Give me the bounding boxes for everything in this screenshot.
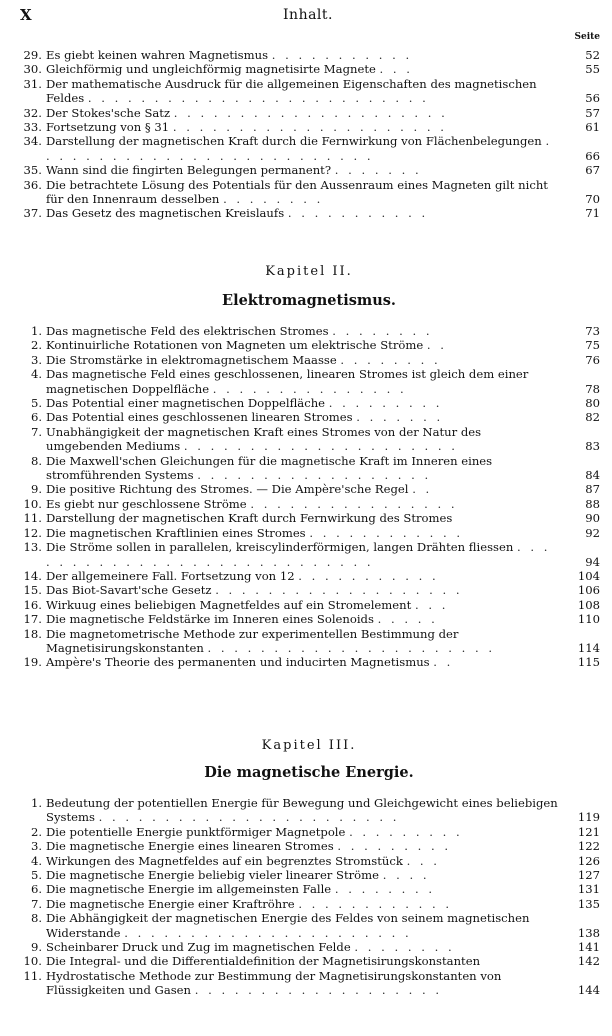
toc-entry — [18, 206, 600, 220]
page-number: X — [20, 6, 32, 24]
toc-entry — [18, 410, 600, 424]
chapter-3-header — [18, 734, 600, 804]
entry-number: 12. — [23, 525, 42, 540]
entry-title: Kontinuirliche Rotationen von Magneten um elektrische Ströme — [46, 338, 424, 353]
entry-page-number: 55 — [585, 62, 600, 77]
entry-page-number: 78 — [585, 381, 600, 396]
entry-body — [46, 163, 600, 177]
entry-body — [46, 338, 600, 352]
leader-dots: . . . . . . . . . . . . . . . . . . . . . . — [124, 925, 412, 940]
entry-number: 37. — [23, 206, 42, 221]
entry-body — [46, 897, 600, 911]
entry-title: Das Potential eines geschlossenen linearen Stromes — [46, 410, 353, 425]
leader-dots: . . . . . . . — [356, 410, 444, 425]
leader-dots: . . . — [379, 62, 413, 77]
toc-entry — [18, 425, 600, 454]
entry-body — [46, 120, 600, 134]
entry-body — [46, 598, 600, 612]
entry-page-number: 119 — [577, 810, 600, 825]
entry-body — [46, 854, 600, 868]
toc-entry — [18, 897, 600, 911]
entry-page-number: 114 — [577, 640, 600, 655]
entry-page-number: 141 — [577, 940, 600, 955]
entry-number: 6. — [30, 410, 42, 425]
entry-page-number: 126 — [577, 853, 600, 868]
entry-page-number: 110 — [577, 612, 600, 627]
toc-entry — [18, 598, 600, 612]
toc-entry — [18, 482, 600, 496]
entry-title: Die magnetische Energie im allgemeinsten Falle — [46, 882, 332, 897]
leader-dots: . . . . . . . . . . . . . . . . . . . . . — [173, 105, 448, 120]
entry-body — [46, 410, 600, 424]
entry-body — [46, 511, 600, 525]
entry-number: 36. — [23, 177, 42, 192]
entry-body — [46, 353, 600, 367]
leader-dots: . . . . . . . . . . . . — [298, 896, 453, 911]
entry-page-number: 87 — [585, 482, 600, 497]
entry-number: 11. — [23, 968, 42, 983]
entry-title: Die positive Richtung des Stromes. — Die Ampère'sche Regel — [46, 482, 409, 497]
leader-dots: . . — [433, 655, 454, 670]
entry-page-number: 83 — [585, 439, 600, 454]
entry-body — [46, 48, 600, 62]
entry-number: 5. — [30, 396, 42, 411]
entry-number: 19. — [23, 655, 42, 670]
entry-page-number: 84 — [585, 468, 600, 483]
chapter-title: Die magnetische Energie. — [204, 764, 414, 781]
entry-number: 4. — [30, 853, 42, 868]
entry-page-number: 61 — [585, 120, 600, 135]
toc-entry — [18, 48, 600, 62]
leader-dots: . . . . . . . . — [340, 352, 441, 367]
entry-page-number: 144 — [577, 983, 600, 998]
entry-page-number: 138 — [577, 925, 600, 940]
toc-entry — [18, 134, 600, 163]
leader-dots: . . . . . . . . — [334, 882, 436, 897]
toc-entry — [18, 511, 600, 525]
leader-dots: . . . . . . . . . . . — [271, 48, 413, 62]
entry-number: 14. — [23, 568, 42, 583]
entry-page-number: 82 — [585, 410, 600, 425]
entry-body — [46, 106, 600, 120]
leader-dots: . . . . . . . . . . . . . . . . . . . . . . . . . . — [87, 91, 429, 106]
entry-body — [46, 324, 600, 338]
entry-title: Die magnetischen Kraftlinien eines Stromes — [46, 525, 306, 540]
entry-page-number: 57 — [585, 105, 600, 120]
entry-page-number: 142 — [577, 954, 600, 969]
toc-entry — [18, 338, 600, 352]
leader-dots: . . . . . . . . . . . . . . . . . . . — [194, 983, 443, 998]
entry-page-number: 115 — [577, 655, 600, 670]
entry-page-number: 90 — [585, 511, 600, 526]
entry-body — [46, 134, 600, 163]
entry-page-number: 71 — [585, 206, 600, 221]
entry-body — [46, 367, 600, 396]
toc-entry — [18, 396, 600, 410]
toc-entry — [18, 796, 600, 825]
entry-number: 16. — [23, 597, 42, 612]
entry-title: Die Abhängigkeit der magnetischen Energie des Feldes von seinem magnetischen Widerstande — [46, 911, 530, 940]
entry-number: 15. — [23, 583, 42, 598]
entry-body — [46, 655, 600, 669]
entry-number: 4. — [30, 367, 42, 382]
entry-number: 17. — [23, 612, 42, 627]
entry-title: Unabhängigkeit der magnetischen Kraft eines Stromes von der Natur des umgebenden Mediums — [46, 424, 482, 454]
leader-dots: . . . . . . . . . . . . . . . . . . . . . — [172, 120, 447, 135]
entry-title: Die magnetische Feldstärke im Inneren eines Solenoids — [46, 612, 374, 627]
entry-page-number: 67 — [585, 163, 600, 178]
entry-number: 18. — [23, 626, 42, 641]
entry-title: Die Ströme sollen in parallelen, kreiscylinderförmigen, langen Drähten fliessen — [46, 540, 514, 555]
entry-number: 3. — [30, 352, 42, 367]
entry-number: 9. — [30, 482, 42, 497]
entry-title: Fortsetzung von § 31 — [46, 120, 170, 135]
toc-section-chapter-2 — [18, 324, 600, 670]
entry-title: Das Gesetz des magnetischen Kreislaufs — [46, 206, 285, 221]
entry-number: 3. — [30, 839, 42, 854]
toc-entry — [18, 106, 600, 120]
entry-title: Der mathematische Ausdruck für die allgemeinen Eigenschaften des magnetischen Feldes — [46, 76, 537, 106]
toc-entry — [18, 583, 600, 597]
entry-body — [46, 206, 600, 220]
leader-dots: . . . . . . . — [334, 163, 422, 178]
entry-page-number: 135 — [577, 896, 600, 911]
leader-dots: . . . . — [382, 868, 430, 883]
leader-dots: . . . . . — [377, 612, 438, 627]
entry-title: Scheinbarer Druck und Zug im magnetischen Felde — [46, 940, 351, 955]
toc-entry — [18, 825, 600, 839]
leader-dots: . . . — [406, 853, 440, 868]
entry-number: 13. — [23, 540, 42, 555]
entry-page-number: 106 — [577, 583, 600, 598]
toc-entry — [18, 882, 600, 896]
leader-dots: . . . — [414, 597, 449, 612]
entry-title: Die Stromstärke in elektromagnetischem Maasse — [46, 352, 337, 367]
entry-page-number: 70 — [585, 192, 600, 207]
leader-dots: . . . . . . . . . . . . . . . . . . . — [215, 583, 463, 598]
entry-title: Die magnetometrische Methode zur experimentellen Bestimmung der Magnetisirungskonstanten — [46, 626, 459, 655]
entry-number: 31. — [23, 76, 42, 91]
entry-page-number: 56 — [585, 91, 600, 106]
entry-body — [46, 954, 600, 968]
toc-entry — [18, 868, 600, 882]
toc-entry — [18, 839, 600, 853]
entry-page-number: 131 — [577, 882, 600, 897]
entry-page-number: 108 — [577, 597, 600, 612]
entry-body — [46, 77, 600, 106]
entry-number: 6. — [30, 882, 42, 897]
entry-page-number: 121 — [577, 824, 600, 839]
entry-number: 32. — [23, 105, 42, 120]
toc-section-continued — [18, 48, 600, 221]
entry-body — [46, 497, 600, 511]
entry-title: Das Potential einer magnetischen Doppelfläche — [46, 396, 326, 411]
entry-number: 8. — [30, 911, 42, 926]
leader-dots: . . . . . . . . . . . . . . . — [212, 381, 407, 396]
toc-entry — [18, 854, 600, 868]
entry-page-number: 88 — [585, 496, 600, 511]
entry-title: Die magnetische Energie eines linearen Stromes — [46, 839, 334, 854]
toc-entry — [18, 497, 600, 511]
entry-number: 1. — [30, 324, 42, 338]
entry-body — [46, 396, 600, 410]
entry-title: Die potentielle Energie punktförmiger Magnetpole — [46, 824, 346, 839]
entry-body — [46, 627, 600, 656]
page-header — [20, 6, 596, 28]
leader-dots: . . . . . . . . . . . . . . . . . . . . . . . . . . . . — [46, 540, 551, 569]
entry-title: Wann sind die fingirten Belegungen permanent? — [46, 163, 332, 178]
entry-number: 10. — [23, 954, 42, 969]
entry-body — [46, 911, 600, 940]
toc-entry — [18, 969, 600, 998]
leader-dots: . . . . . . . . . . . . . . . . . . . . . . . — [98, 810, 400, 825]
leader-dots: . . . . . . . . . — [349, 824, 463, 839]
entry-title: Bedeutung der potentiellen Energie für Bewegung und Gleichgewicht eines beliebigen Systems — [46, 796, 558, 825]
entry-body — [46, 796, 600, 825]
leader-dots: . . . . . . . . — [332, 324, 433, 338]
entry-title: Die magnetische Energie einer Kraftröhre — [46, 896, 295, 911]
toc-entry — [18, 324, 600, 338]
entry-title: Der allgemeinere Fall. Fortsetzung von 12 — [46, 568, 295, 583]
entry-body — [46, 425, 600, 454]
toc-entry — [18, 454, 600, 483]
leader-dots: . . . . . . . . . . . . . . . . . . — [197, 468, 432, 483]
entry-title: Wirkungen des Magnetfeldes auf ein begrenztes Stromstück — [46, 853, 403, 868]
entry-title: Darstellung der magnetischen Kraft durch Fernwirkung des Stromes — [46, 511, 453, 526]
entry-body — [46, 839, 600, 853]
chapter-title: Elektromagnetismus. — [222, 292, 396, 309]
entry-number: 9. — [30, 940, 42, 955]
entry-number: 8. — [30, 453, 42, 468]
toc-section-chapter-3 — [18, 796, 600, 998]
entry-body — [46, 882, 600, 896]
toc-entry — [18, 62, 600, 76]
toc-entry — [18, 612, 600, 626]
leader-dots: . . . . . . . . — [354, 940, 455, 955]
leader-dots: . . . . . . . . — [223, 192, 324, 207]
entry-number: 1. — [30, 796, 42, 810]
leader-dots: . . . . . . . . . . . — [287, 206, 429, 221]
entry-page-number: 80 — [585, 396, 600, 411]
toc-entry — [18, 540, 600, 569]
entry-number: 5. — [30, 868, 42, 883]
entry-body — [46, 825, 600, 839]
entry-body — [46, 482, 600, 496]
entry-number: 34. — [23, 134, 42, 149]
toc-entry — [18, 367, 600, 396]
toc-entry — [18, 120, 600, 134]
entry-number: 10. — [23, 496, 42, 511]
entry-title: Ampère's Theorie des permanenten und inducirten Magnetismus — [46, 655, 430, 670]
entry-title: Das magnetische Feld eines geschlossenen, linearen Stromes ist gleich dem einer magnetischen Doppelfläche — [46, 367, 529, 396]
entry-body — [46, 540, 600, 569]
entry-number: 29. — [23, 48, 42, 62]
entry-body — [46, 178, 600, 207]
toc-entry — [18, 163, 600, 177]
entry-number: 30. — [23, 62, 42, 77]
entry-page-number: 52 — [585, 48, 600, 62]
entry-page-number: 75 — [585, 338, 600, 353]
entry-title: Hydrostatische Methode zur Bestimmung der Magnetisirungskonstanten von Flüssigkeiten und Gasen — [46, 968, 502, 998]
entry-number: 2. — [30, 824, 42, 839]
entry-number: 35. — [23, 163, 42, 178]
entry-title: Die betrachtete Lösung des Potentials für den Aussenraum eines Magneten gilt nicht für den Innenraum desselben — [46, 177, 548, 207]
toc-entry — [18, 627, 600, 656]
entry-title: Das magnetische Feld des elektrischen Stromes — [46, 324, 329, 338]
leader-dots: . . . . . . . . . . . . . . . . . . . . . . . . . . — [46, 134, 553, 163]
entry-page-number: 76 — [585, 352, 600, 367]
entry-title: Es giebt keinen wahren Magnetismus — [46, 48, 269, 62]
entry-body — [46, 62, 600, 76]
entry-body — [46, 868, 600, 882]
entry-number: 33. — [23, 120, 42, 135]
entry-body — [46, 969, 600, 998]
toc-entry — [18, 77, 600, 106]
toc-entry — [18, 911, 600, 940]
leader-dots: . . — [412, 482, 433, 497]
entry-page-number: 92 — [585, 525, 600, 540]
entry-body — [46, 612, 600, 626]
toc-entry — [18, 940, 600, 954]
leader-dots: . . . . . . . . . — [337, 839, 452, 854]
toc-entry — [18, 954, 600, 968]
entry-title: Das Biot-Savart'sche Gesetz — [46, 583, 212, 598]
toc-entry — [18, 178, 600, 207]
entry-page-number: 94 — [585, 554, 600, 569]
page-column-label: Seite — [574, 32, 600, 42]
page-title: Inhalt. — [283, 7, 333, 23]
leader-dots: . . . . . . . . . . . . . . . . . . . . . . — [207, 640, 496, 655]
toc-entry — [18, 526, 600, 540]
leader-dots: . . . . . . . . . — [328, 396, 443, 411]
entry-page-number: 66 — [585, 148, 600, 163]
toc-entry — [18, 569, 600, 583]
toc-entry — [18, 353, 600, 367]
entry-title: Es giebt nur geschlossene Ströme — [46, 496, 247, 511]
entry-title: Die Integral- und die Differentialdefinition der Magnetisirungskonstanten — [46, 954, 481, 969]
entry-number: 7. — [30, 896, 42, 911]
entry-title: Darstellung der magnetischen Kraft durch die Fernwirkung von Flächenbelegungen — [46, 134, 542, 149]
leader-dots: . . . . . . . . . . . . — [309, 525, 464, 540]
entry-body — [46, 940, 600, 954]
toc-entry — [18, 655, 600, 669]
entry-page-number: 73 — [585, 324, 600, 338]
entry-body — [46, 526, 600, 540]
leader-dots: . . — [426, 338, 447, 353]
leader-dots: . . . . . . . . . . . — [298, 568, 439, 583]
entry-number: 11. — [23, 511, 42, 526]
leader-dots: . . . . . . . . . . . . . . . . . . . . . — [183, 439, 458, 454]
entry-body — [46, 454, 600, 483]
entry-page-number: 127 — [577, 868, 600, 883]
entry-page-number: 104 — [577, 568, 600, 583]
entry-title: Wirkuug eines beliebigen Magnetfeldes auf ein Stromelement — [46, 597, 412, 612]
entry-title: Gleichförmig und ungleichförmig magnetisirte Magnete — [46, 62, 376, 77]
entry-number: 2. — [30, 338, 42, 353]
entry-page-number: 122 — [577, 839, 600, 854]
leader-dots: . . . . . . . . . . . . . . . . — [250, 496, 458, 511]
chapter-heading: Kapitel II. — [265, 264, 353, 279]
entry-body — [46, 569, 600, 583]
entry-number: 7. — [30, 424, 42, 439]
chapter-heading: Kapitel III. — [261, 738, 357, 753]
entry-title: Der Stokes'sche Satz — [46, 105, 171, 120]
entry-title: Die magnetische Energie beliebig vieler linearer Ströme — [46, 868, 380, 883]
entry-title: Die Maxwell'schen Gleichungen für die magnetische Kraft im Inneren eines stromführenden Systems — [46, 453, 493, 483]
chapter-2-header — [18, 258, 600, 328]
entry-body — [46, 583, 600, 597]
